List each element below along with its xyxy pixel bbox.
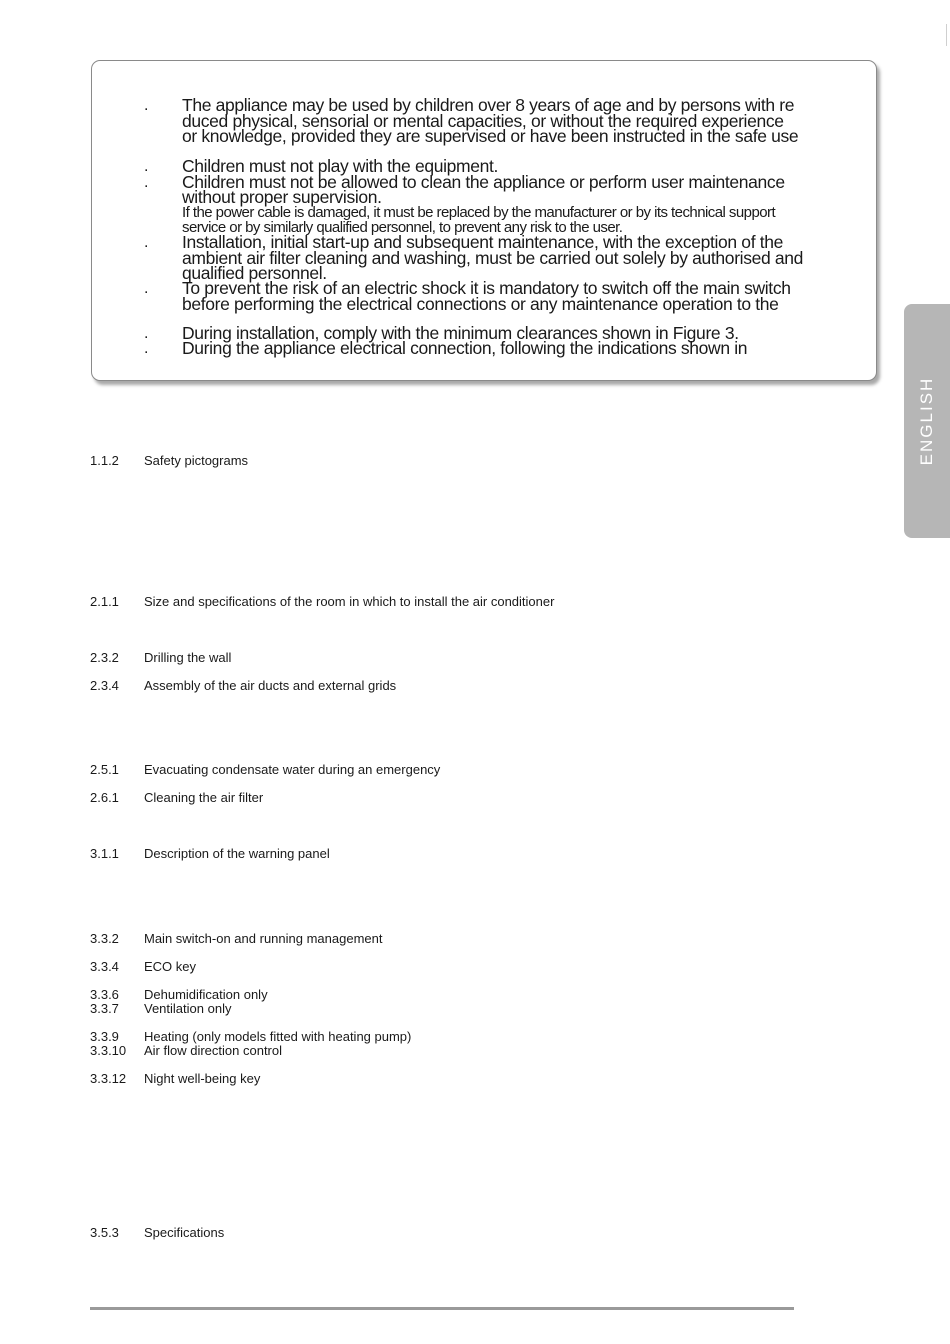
section-entry xyxy=(90,1044,282,1058)
bullet-mark: . xyxy=(144,280,149,297)
warning-line: If the power cable is damaged, it must be replaced by the manufacturer or by its technical support xyxy=(182,204,776,221)
section-number: 2.6.1 xyxy=(90,790,119,805)
section-number: 3.3.7 xyxy=(90,1001,119,1016)
section-number: 2.1.1 xyxy=(90,594,119,609)
section-number: 1.1.2 xyxy=(90,453,119,468)
warning-line: To prevent the risk of an electric shock it is mandatory to switch off the main switch xyxy=(182,278,791,298)
bullet-mark: . xyxy=(144,174,149,191)
section-title: Evacuating condensate water during an emergency xyxy=(144,762,441,777)
section-number: 3.3.2 xyxy=(90,931,119,946)
section-title: Heating (only models fitted with heating pump) xyxy=(144,1029,412,1044)
section-entry xyxy=(90,847,330,861)
warning-line: During the appliance electrical connection, following the indications shown in xyxy=(182,338,748,358)
warning-line: without proper supervision. xyxy=(182,187,382,207)
language-tab-label: ENGLISH xyxy=(917,376,936,466)
section-entry xyxy=(90,595,554,609)
section-number: 2.5.1 xyxy=(90,762,119,777)
bullet-mark: . xyxy=(144,234,149,251)
section-entry xyxy=(90,932,382,946)
section-number: 3.3.4 xyxy=(90,959,119,974)
warning-line: During installation, comply with the minimum clearances shown in Figure 3. xyxy=(182,323,739,343)
section-title: Size and specifications of the room in which to install the air conditioner xyxy=(144,594,555,609)
warning-line: or knowledge, provided they are supervised or have been instructed in the safe use xyxy=(182,126,799,146)
bullet-mark: . xyxy=(144,158,149,175)
section-entry xyxy=(90,1030,411,1044)
section-title: Night well-being key xyxy=(144,1071,261,1086)
warning-line: Installation, initial start-up and subsequent maintenance, with the exception of the xyxy=(182,232,783,252)
section-number: 3.3.12 xyxy=(90,1071,127,1086)
warning-line: duced physical, sensorial or mental capacities, or without the required experience xyxy=(182,111,784,131)
section-entry xyxy=(90,454,248,468)
section-title: ECO key xyxy=(144,959,197,974)
warning-line: Children must not play with the equipment. xyxy=(182,156,499,176)
page-corner-mark xyxy=(946,24,950,46)
section-title: Air flow direction control xyxy=(144,1043,282,1058)
section-entry xyxy=(90,679,396,693)
section-number: 3.3.6 xyxy=(90,987,119,1002)
warning-line: before performing the electrical connections or any maintenance operation to the xyxy=(182,294,779,314)
section-entry xyxy=(90,1072,260,1086)
section-title: Main switch-on and running management xyxy=(144,931,383,946)
warning-line: qualified personnel. xyxy=(182,263,327,283)
section-entry xyxy=(90,763,440,777)
section-number: 3.1.1 xyxy=(90,846,119,861)
warning-line: ambient air filter cleaning and washing, must be carried out solely by authorised and xyxy=(182,248,804,268)
section-entry xyxy=(90,960,196,974)
footer-divider xyxy=(90,1307,794,1310)
section-entry xyxy=(90,791,263,805)
section-entry xyxy=(90,1002,231,1016)
warning-line: service or by similarly qualified personnel, to prevent any risk to the user. xyxy=(182,219,623,236)
section-entry xyxy=(90,651,231,665)
bullet-mark: . xyxy=(144,97,149,114)
section-title: Dehumidification only xyxy=(144,987,268,1002)
section-entry xyxy=(90,988,268,1002)
section-title: Ventilation only xyxy=(144,1001,232,1016)
section-entry xyxy=(90,1226,224,1240)
section-number: 3.3.9 xyxy=(90,1029,119,1044)
section-title: Drilling the wall xyxy=(144,650,232,665)
section-number: 3.5.3 xyxy=(90,1225,119,1240)
bullet-mark: . xyxy=(144,325,149,342)
section-title: Cleaning the air filter xyxy=(144,790,264,805)
section-title: Specifications xyxy=(144,1225,225,1240)
language-tab xyxy=(904,304,950,538)
section-title: Description of the warning panel xyxy=(144,846,330,861)
section-title: Assembly of the air ducts and external grids xyxy=(144,678,397,693)
warning-line: Children must not be allowed to clean the appliance or perform user maintenance xyxy=(182,172,785,192)
section-title: Safety pictograms xyxy=(144,453,249,468)
section-number: 2.3.2 xyxy=(90,650,119,665)
warning-line: The appliance may be used by children over 8 years of age and by persons with re xyxy=(182,95,795,115)
section-number: 2.3.4 xyxy=(90,678,119,693)
section-number: 3.3.10 xyxy=(90,1043,127,1058)
bullet-mark: . xyxy=(144,340,149,357)
